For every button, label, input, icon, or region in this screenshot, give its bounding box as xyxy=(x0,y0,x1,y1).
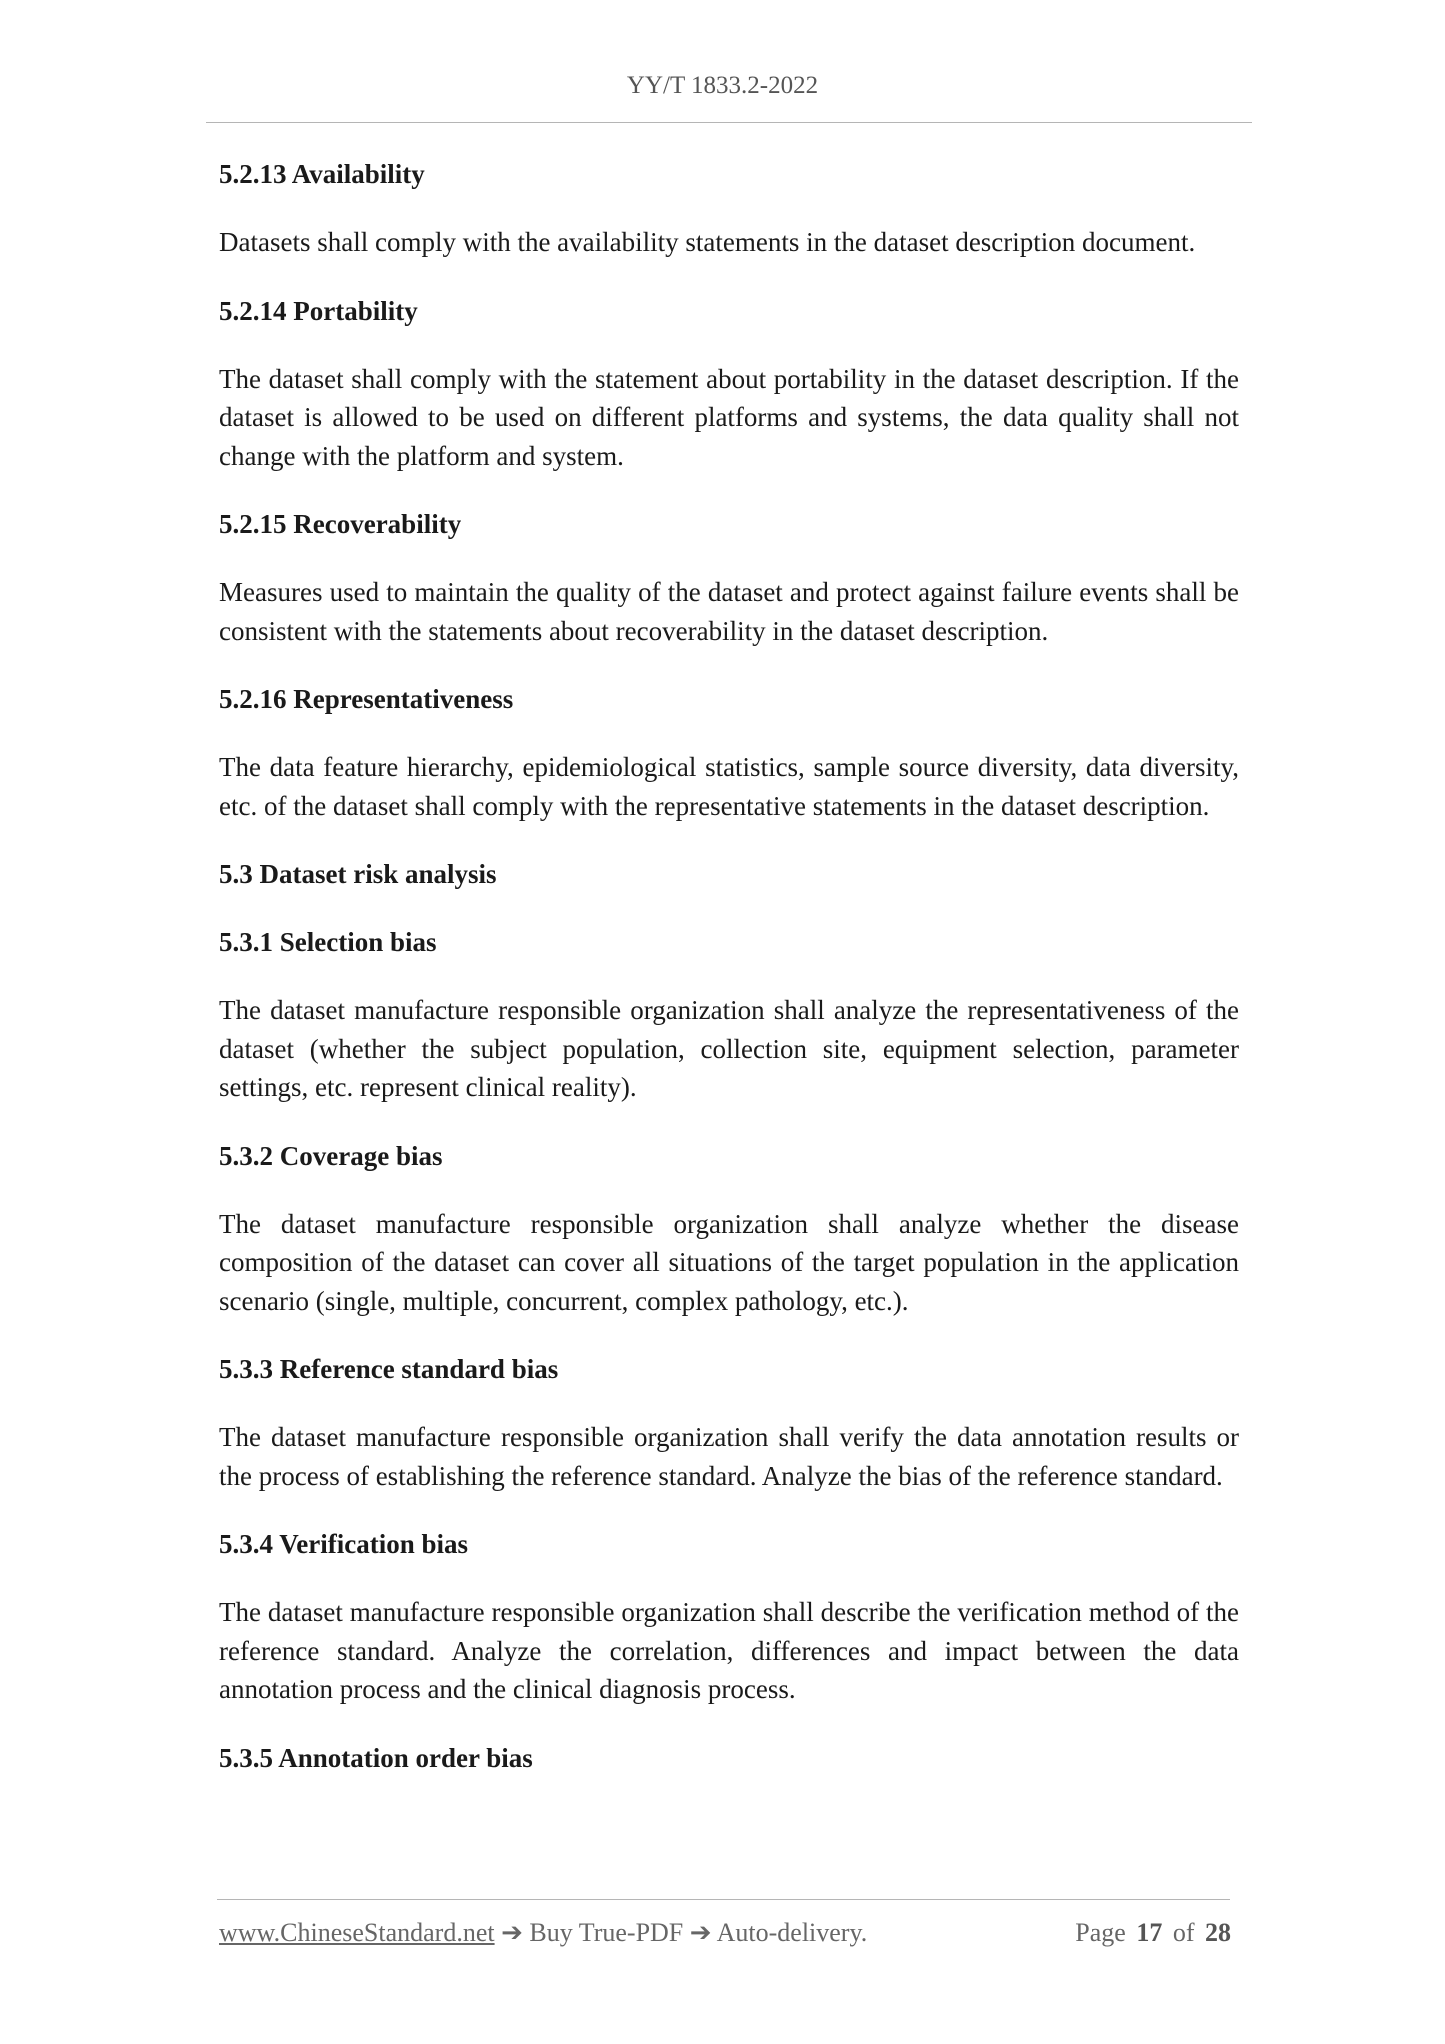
section-heading: 5.2.13 Availability xyxy=(219,159,425,189)
footer-divider xyxy=(217,1899,1230,1900)
paragraph: Datasets shall comply with the availability statements in the dataset description document. xyxy=(219,227,1196,257)
website-link[interactable]: www.ChineseStandard.net xyxy=(219,1918,495,1947)
paragraph: The dataset shall comply with the statement about portability in the dataset description. If the dataset is allowed to be used on different platforms and systems, the data quality shall not change with the platform and system. xyxy=(219,363,1239,471)
section-heading: 5.2.14 Portability xyxy=(219,295,418,326)
footer-left xyxy=(219,1918,867,1948)
section-heading: 5.3 Dataset risk analysis xyxy=(219,859,497,889)
page-footer xyxy=(219,1918,1231,1948)
page-label: Page xyxy=(1075,1918,1126,1947)
section-heading: 5.3.5 Annotation order bias xyxy=(219,1742,533,1773)
page-current: 17 xyxy=(1136,1918,1163,1947)
section-heading: 5.2.16 Representativeness xyxy=(219,684,514,714)
section-heading: 5.3.1 Selection bias xyxy=(219,927,437,957)
of-label: of xyxy=(1172,1918,1195,1947)
page-total: 28 xyxy=(1205,1918,1231,1947)
header-divider xyxy=(206,122,1252,123)
paragraph: The data feature hierarchy, epidemiological statistics, sample source diversity, data diversity, etc. of the dataset shall comply with the representative statements in the dataset description. xyxy=(219,752,1239,821)
section-heading: 5.3.3 Reference standard bias xyxy=(219,1354,559,1384)
document-body xyxy=(219,155,1239,1807)
page-indicator xyxy=(1071,1918,1231,1948)
section-heading: 5.3.4 Verification bias xyxy=(219,1529,469,1559)
section-heading: 5.2.15 Recoverability xyxy=(219,509,462,539)
paragraph: The dataset manufacture responsible organization shall analyze the representativeness of the dataset (whether the subject population, collection site, equipment selection, parameter settings, etc. represent clinical reality). xyxy=(219,995,1239,1102)
paragraph: The dataset manufacture responsible organization shall analyze whether the disease composition of the dataset can cover all situations of the target population in the application scenario (single, multiple, concurrent, complex pathology, etc.). xyxy=(219,1208,1239,1316)
paragraph: The dataset manufacture responsible organization shall verify the data annotation results or the process of establishing the reference standard. Analyze the bias of the reference standard. xyxy=(219,1422,1239,1491)
footer-tagline: ➔ Buy True-PDF ➔ Auto-delivery. xyxy=(494,1918,868,1947)
paragraph: The dataset manufacture responsible organization shall describe the verification method of the reference standard. Analyze the correlation, differences and impact between the data annotation process and the clinical diagnosis process. xyxy=(219,1597,1239,1704)
section-heading: 5.3.2 Coverage bias xyxy=(219,1140,443,1171)
running-header: YY/T 1833.2-2022 xyxy=(626,72,819,99)
paragraph: Measures used to maintain the quality of the dataset and protect against failure events shall be consistent with the statements about recoverability in the dataset description. xyxy=(219,577,1239,646)
